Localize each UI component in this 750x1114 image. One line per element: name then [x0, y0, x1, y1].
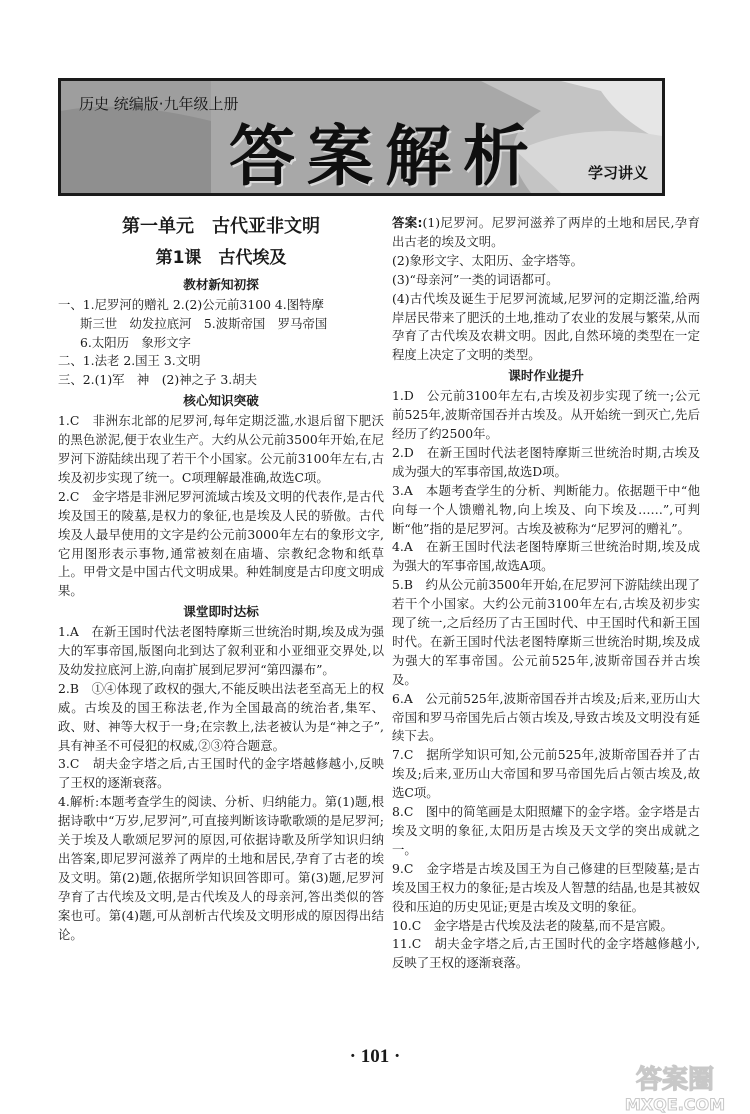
answer-line: 二、1.法老 2.国王 3.文明 — [58, 353, 201, 369]
answer-item: 10.C 金字塔是古代埃及法老的陵墓,而不是宫殿。 — [392, 917, 673, 933]
watermark-line1: 答案圈 — [635, 1065, 715, 1095]
answer-item: 1.C 非洲东北部的尼罗河,每年定期泛滥,水退后留下肥沃的黑色淤泥,便于农业生产。大约从公元前3500年开始,在尼罗河下游陆续出现了若干个小国家。公元前3100年左右,古埃及初步实现了统一。C项理解最准确,故选C项。 — [58, 413, 384, 485]
section-heading: 核心知识突破 — [183, 393, 259, 409]
section-heading: 课堂即时达标 — [183, 604, 259, 620]
book-subtitle: 历史 统编版·九年级上册 — [79, 95, 239, 113]
answer-line: (3)“母亲河”一类的词语都可。 — [392, 271, 559, 287]
answer-item: 1.A 在新王国时代法老图特摩斯三世统治时期,埃及成为强大的军事帝国,版图向北到达了叙利亚和小亚细亚交界处,以及幼发拉底河上游,向南扩展到尼罗河“第四瀑布”。 — [58, 624, 384, 677]
section-heading: 课时作业提升 — [508, 368, 584, 384]
answer-item: 1.D 公元前3100年左右,古埃及初步实现了统一;公元前525年,波斯帝国吞并古埃及。从开始统一到灭亡,先后经历了约2500年。 — [392, 388, 700, 441]
answer-line: 斯三世 幼发拉底河 5.波斯帝国 罗马帝国 — [80, 315, 328, 331]
unit-title: 第一单元 古代亚非文明 — [122, 216, 320, 237]
watermark-line2: MXQE.COM — [624, 1095, 726, 1114]
answer-item: 4.解析:本题考查学生的阅读、分析、归纳能力。第(1)题,根据诗歌中“万岁,尼罗河”,可直接判断该诗歌歌颂的是尼罗河;关于埃及人歌颂尼罗河的原因,可依据诗歌及所学知识归纳出答案,即尼罗河滋养了两岸的土地和居民,孕育了古老的埃及文明。第(2)题,依据所学知识回答即可。第(3)题,尼罗河孕育了古代埃及文明,是古代埃及人的母亲河,答出类似的答案也可。第(4)题,可从剖析古代埃及文明形成的原因得出结论。 — [58, 794, 384, 942]
right-column — [392, 214, 700, 973]
page-title: 答案解析 — [229, 118, 541, 195]
answer-item: 4.A 在新王国时代法老图特摩斯三世统治时期,埃及成为强大的军事帝国,故选A项。 — [392, 539, 700, 574]
answer-item: 6.A 公元前525年,波斯帝国吞并古埃及;后来,亚历山大帝国和罗马帝国先后占领古埃及,导致古埃及文明没有延续下去。 — [392, 690, 700, 744]
answer-line: (2)象形文字、太阳历、金字塔等。 — [392, 252, 584, 268]
answer-item: 8.C 图中的简笔画是太阳照耀下的金字塔。金字塔是古埃及文明的象征,太阳历是古埃及天文学的突出成就之一。 — [392, 804, 700, 857]
answer-line: 三、2.(1)军 神 (2)神之子 3.胡夫 — [58, 372, 257, 388]
answer-line: (4)古代埃及诞生于尼罗河流域,尼罗河的定期泛滥,给两岸居民带来了肥沃的土地,推动了农业的发展与繁荣,从而孕育了古代埃及农耕文明。因此,自然环境的类型在一定程度上决定了文明的类型。 — [392, 290, 700, 363]
answer-item: 5.B 约从公元前3500年开始,在尼罗河下游陆续出现了若干个小国家。大约公元前3100年左右,古埃及初步实现了统一,之后经历了古王国时代、中王国时代和新王国时代。在新王国时代法老图特摩斯三世统治时期,埃及成为强大的军事帝国。公元前525年,波斯帝国吞并古埃及。 — [392, 577, 700, 687]
answer-item: 2.B ①④体现了政权的强大,不能反映出法老至高无上的权威。古埃及的国王称法老,作为全国最高的统治者,集军、政、财、神等大权于一身;在宗教上,法老被认为是“神之子”,具有神圣不可侵犯的权威,②③符合题意。 — [58, 680, 384, 753]
lesson-title: 第1课 古代埃及 — [155, 247, 287, 268]
answer-item: 9.C 金字塔是古埃及国王为自己修建的巨型陵墓;是古埃及国王权力的象征;是古埃及人智慧的结晶,也是其被奴役和压迫的历史见证;更是古埃及文明的象征。 — [392, 860, 700, 914]
answer-label: 答案: — [392, 215, 423, 230]
answer-text: (1)尼罗河。尼罗河滋养了两岸的土地和居民,孕育出古老的埃及文明。 — [392, 215, 700, 249]
section-heading: 教材新知初探 — [183, 276, 259, 292]
answer-item: 3.C 胡夫金字塔之后,古王国时代的金字塔越修越小,反映了王权的逐渐衰落。 — [58, 756, 384, 791]
answer-item: 11.C 胡夫金字塔之后,古王国时代的金字塔越修越小,反映了王权的逐渐衰落。 — [392, 936, 700, 971]
answer-item: 7.C 据所学知识可知,公元前525年,波斯帝国吞并了古埃及;后来,亚历山大帝国和罗马帝国先后占领古埃及,故选C项。 — [392, 747, 700, 801]
header-banner — [58, 78, 665, 196]
book-tag: 学习讲义 — [587, 164, 648, 182]
answer-item: 3.A 本题考查学生的分析、判断能力。依据题干中“他向每一个人馈赠礼物,向上埃及、向下埃及……”,可判断“他”指的是尼罗河。古埃及被称为“尼罗河的赠礼”。 — [392, 482, 700, 536]
left-column — [58, 214, 384, 945]
answer-line: 6.太阳历 象形文字 — [80, 334, 191, 350]
page-number: · 101 · — [349, 1046, 401, 1067]
answer-line — [392, 214, 700, 252]
watermark-logo — [604, 1060, 746, 1114]
answer-item: 2.D 在新王国时代法老图特摩斯三世统治时期,古埃及成为强大的军事帝国,故选D项。 — [392, 444, 700, 479]
answer-item: 2.C 金字塔是非洲尼罗河流域古埃及文明的代表作,是古代埃及国王的陵墓,是权力的象征,也是埃及人民的骄傲。古代埃及人最早使用的文字是约公元前3000年左右的象形文字,它用图形表示事物,通常被刻在庙墙、宗教纪念物和纸草上。甲骨文是中国古代文明成果。种姓制度是古印度文明成果。 — [58, 488, 384, 599]
answer-line: 一、1.尼罗河的赠礼 2.(2)公元前3100 4.图特摩 — [58, 296, 324, 312]
